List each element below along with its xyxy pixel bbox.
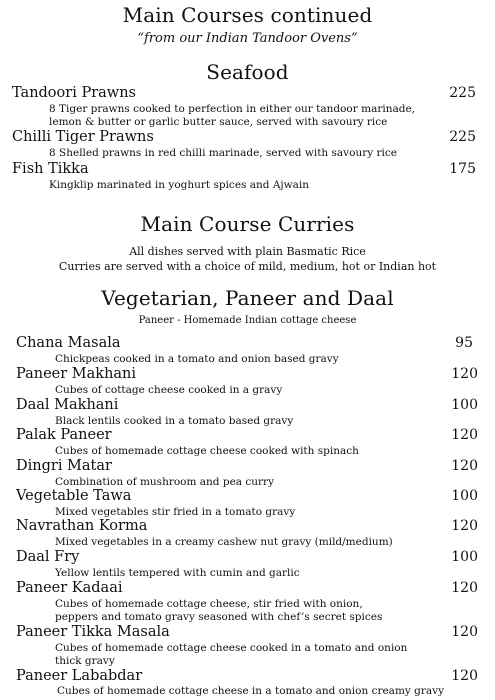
item-description: Cubes of homemade cottage cheese cooked with spinach bbox=[55, 445, 359, 457]
section-note: Curries are served with a choice of mild, medium, hot or Indian hot bbox=[58, 260, 437, 273]
item-description: Cubes of homemade cottage cheese in a tomato and onion creamy gravy bbox=[57, 685, 445, 697]
item-price: 95 bbox=[455, 335, 473, 351]
item-description: 8 Tiger prawns cooked to perfection in either our tandoor marinade, bbox=[49, 103, 415, 115]
item-description: Mixed vegetables stir fried in a tomato gravy bbox=[55, 506, 296, 518]
item-price: 120 bbox=[451, 668, 478, 684]
item-description: Kingklip marinated in yoghurt spices and Ajwain bbox=[49, 179, 310, 191]
item-price: 120 bbox=[451, 427, 478, 443]
section-note: Paneer - Homemade Indian cottage cheese bbox=[138, 315, 357, 326]
item-name: Palak Paneer bbox=[16, 427, 112, 443]
item-name: Daal Fry bbox=[16, 549, 80, 565]
item-name: Paneer Tikka Masala bbox=[16, 624, 170, 640]
item-price: 175 bbox=[449, 161, 476, 177]
item-description: 8 Shelled prawns in red chilli marinade, served with savoury rice bbox=[49, 147, 397, 159]
item-price: 120 bbox=[451, 580, 478, 596]
item-description: peppers and tomato gravy seasoned with chef’s secret spices bbox=[55, 611, 383, 623]
section-heading-curries: Main Course Curries bbox=[140, 212, 355, 236]
item-name: Paneer Makhani bbox=[16, 366, 137, 382]
item-price: 120 bbox=[451, 518, 478, 534]
item-description: lemon & butter or garlic butter sauce, served with savoury rice bbox=[49, 116, 388, 128]
item-name: Dingri Matar bbox=[16, 458, 112, 474]
item-name: Tandoori Prawns bbox=[12, 85, 136, 101]
item-description: Cubes of cottage cheese cooked in a gravy bbox=[55, 384, 283, 396]
item-description: Yellow lentils tempered with cumin and garlic bbox=[55, 567, 300, 579]
item-name: Navrathan Korma bbox=[16, 518, 148, 534]
item-description: Cubes of homemade cottage cheese cooked in a tomato and onion bbox=[55, 642, 408, 654]
page-title: Main Courses continued bbox=[122, 3, 373, 27]
item-name: Paneer Kadaai bbox=[16, 580, 123, 596]
section-heading-seafood: Seafood bbox=[206, 60, 289, 84]
item-name: Vegetable Tawa bbox=[16, 488, 132, 504]
item-name: Fish Tikka bbox=[12, 161, 89, 177]
item-price: 120 bbox=[451, 624, 478, 640]
item-price: 120 bbox=[451, 366, 478, 382]
item-description: Black lentils cooked in a tomato based gravy bbox=[55, 415, 294, 427]
item-name: Chilli Tiger Prawns bbox=[12, 129, 154, 145]
section-heading-vegetarian: Vegetarian, Paneer and Daal bbox=[101, 286, 394, 310]
item-price: 120 bbox=[451, 458, 478, 474]
section-note: All dishes served with plain Basmatic Rice bbox=[129, 245, 366, 258]
item-price: 225 bbox=[449, 85, 476, 101]
item-description: Combination of mushroom and pea curry bbox=[55, 476, 275, 488]
item-name: Chana Masala bbox=[16, 335, 121, 351]
item-price: 100 bbox=[451, 488, 478, 504]
item-price: 100 bbox=[451, 549, 478, 565]
item-name: Daal Makhani bbox=[16, 397, 119, 413]
page-tagline: “from our Indian Tandoor Ovens” bbox=[137, 31, 358, 46]
item-price: 100 bbox=[451, 397, 478, 413]
item-description: Chickpeas cooked in a tomato and onion based gravy bbox=[55, 353, 339, 365]
item-description: Mixed vegetables in a creamy cashew nut gravy (mild/medium) bbox=[55, 536, 393, 548]
item-description: thick gravy bbox=[55, 655, 115, 667]
item-price: 225 bbox=[449, 129, 476, 145]
item-name: Paneer Lababdar bbox=[16, 668, 143, 684]
item-description: Cubes of homemade cottage cheese, stir fried with onion, bbox=[55, 598, 363, 610]
